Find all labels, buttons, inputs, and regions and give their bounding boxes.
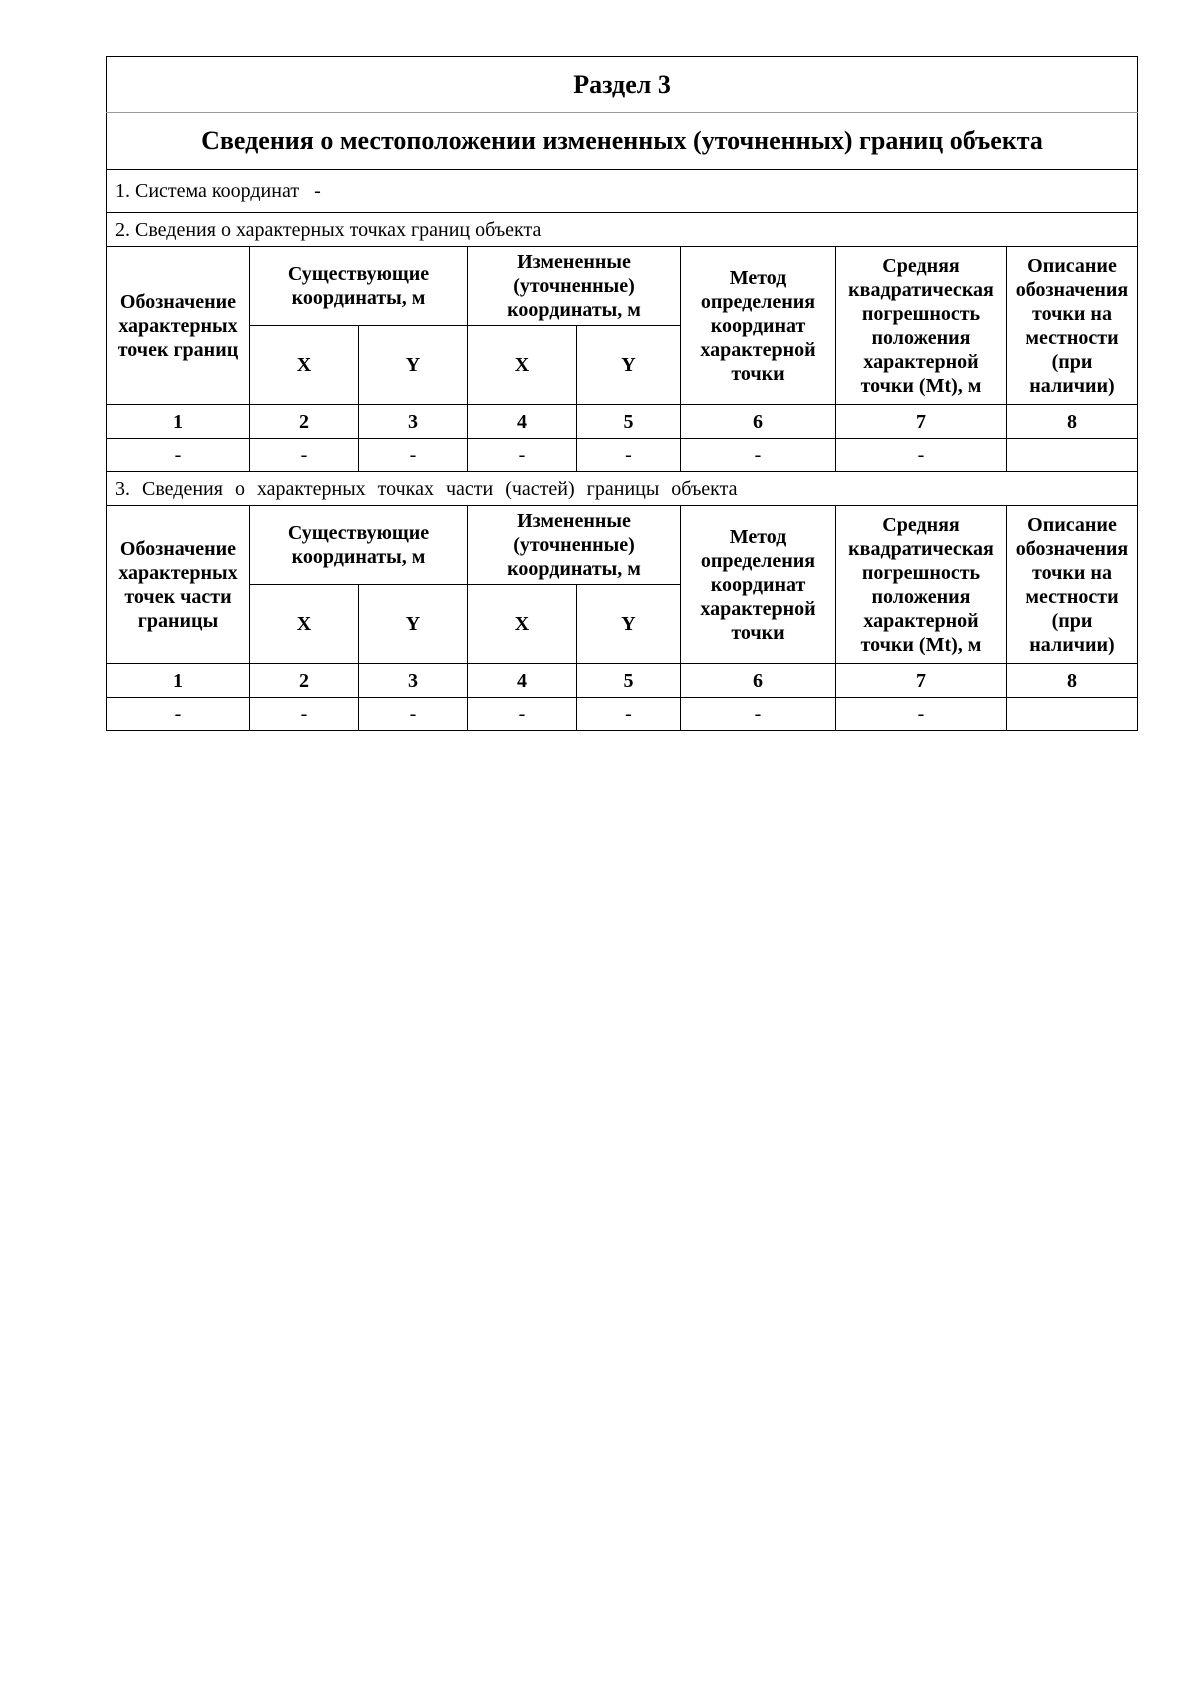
table1-cell: - <box>577 439 681 472</box>
table2-column-number: 3 <box>359 664 468 698</box>
table2-cell: - <box>359 698 468 731</box>
table1-column-number: 5 <box>577 405 681 439</box>
table1-header-existing-coordinates: Существующие координаты, м <box>250 247 468 326</box>
table2-column-number: 2 <box>250 664 359 698</box>
table1-column-number: 8 <box>1007 405 1138 439</box>
table1-column-numbers-row <box>107 405 1138 439</box>
table1-cell: - <box>250 439 359 472</box>
table2-header-existing-x: X <box>250 585 359 664</box>
table2-column-number: 6 <box>681 664 836 698</box>
table2-cell: - <box>107 698 250 731</box>
table1-cell: - <box>468 439 577 472</box>
table1-header-existing-x: X <box>250 326 359 405</box>
section-title: Раздел 3 <box>107 57 1138 113</box>
coordinate-system-label: 1. Система координат <box>115 180 300 202</box>
table1-header-method: Метод определения координат характерной точки <box>681 247 836 405</box>
table1-header-error: Средняя квадратическая погрешность положения характерной точки (Mt), м <box>836 247 1007 405</box>
table1-header-changed-y: Y <box>577 326 681 405</box>
table1-cell: - <box>107 439 250 472</box>
section-3-table <box>106 56 1138 731</box>
table1-data-row <box>107 439 1138 472</box>
table1-header-existing-y: Y <box>359 326 468 405</box>
table1-header-description: Описание обозначения точки на местности (при наличии) <box>1007 247 1138 405</box>
table2-header-changed-x: X <box>468 585 577 664</box>
table2-column-number: 7 <box>836 664 1007 698</box>
table1-header-changed-x: X <box>468 326 577 405</box>
table1-column-number: 1 <box>107 405 250 439</box>
table2-header-changed-coordinates: Измененные (уточненные) координаты, м <box>468 506 681 585</box>
table1-header-changed-coordinates: Измененные (уточненные) координаты, м <box>468 247 681 326</box>
table1-cell <box>1007 439 1138 472</box>
table2-cell: - <box>468 698 577 731</box>
table1-caption: 2. Сведения о характерных точках границ объекта <box>107 213 1138 247</box>
table2-header-description: Описание обозначения точки на местности (при наличии) <box>1007 506 1138 664</box>
table1-header-point-designation: Обозначение характерных точек границ <box>107 247 250 405</box>
table1-column-number: 2 <box>250 405 359 439</box>
table2-cell: - <box>681 698 836 731</box>
table2-data-row <box>107 698 1138 731</box>
table2-header-error: Средняя квадратическая погрешность положения характерной точки (Mt), м <box>836 506 1007 664</box>
table1-cell: - <box>681 439 836 472</box>
table2-header-changed-y: Y <box>577 585 681 664</box>
table2-header-existing-coordinates: Существующие координаты, м <box>250 506 468 585</box>
table2-caption: 3. Сведения о характерных точках части (частей) границы объекта <box>107 472 1138 506</box>
table2-column-numbers-row <box>107 664 1138 698</box>
section-3-document <box>106 56 1137 731</box>
table2-column-number: 8 <box>1007 664 1138 698</box>
section-subtitle: Сведения о местоположении измененных (уточненных) границ объекта <box>107 113 1138 170</box>
table2-column-number: 1 <box>107 664 250 698</box>
table1-column-number: 4 <box>468 405 577 439</box>
table2-cell <box>1007 698 1138 731</box>
table1-cell: - <box>359 439 468 472</box>
table2-cell: - <box>577 698 681 731</box>
table2-header-existing-y: Y <box>359 585 468 664</box>
table2-cell: - <box>250 698 359 731</box>
table1-column-number: 3 <box>359 405 468 439</box>
table2-header-point-designation: Обозначение характерных точек части границы <box>107 506 250 664</box>
table2-column-number: 5 <box>577 664 681 698</box>
table1-cell: - <box>836 439 1007 472</box>
table2-cell: - <box>836 698 1007 731</box>
table1-column-number: 6 <box>681 405 836 439</box>
coordinate-system-value: - <box>314 180 321 202</box>
table2-column-number: 4 <box>468 664 577 698</box>
table1-column-number: 7 <box>836 405 1007 439</box>
coordinate-system-row <box>107 170 1138 213</box>
table2-header-method: Метод определения координат характерной точки <box>681 506 836 664</box>
